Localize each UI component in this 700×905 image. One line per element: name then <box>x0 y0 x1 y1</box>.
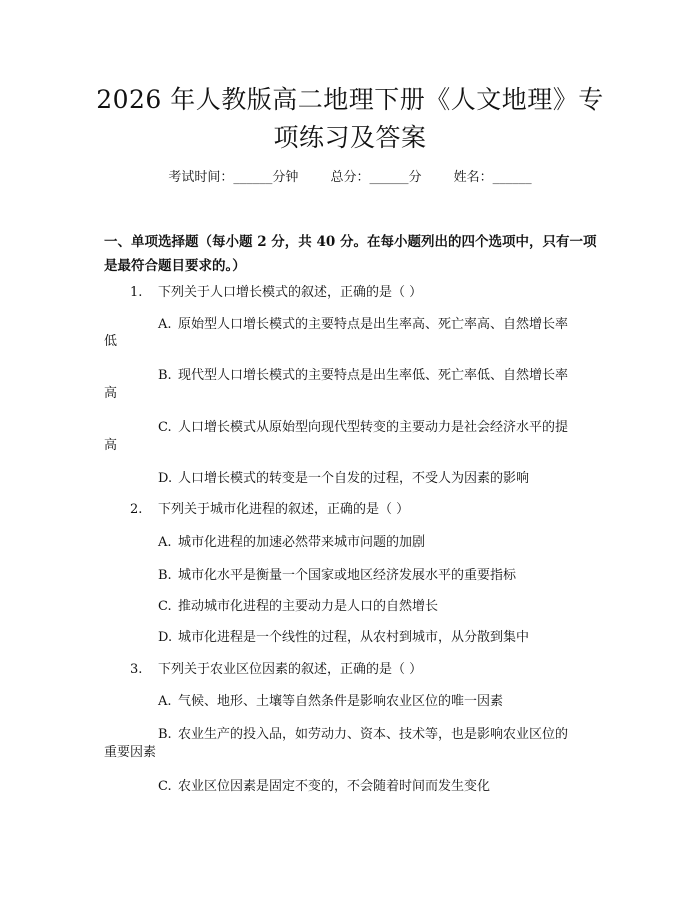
option-letter: A. <box>158 694 172 709</box>
question-text: 下列关于城市化进程的叙述，正确的是（ ） <box>158 502 410 517</box>
question-2-option-c <box>158 597 438 617</box>
question-2-option-b <box>158 566 516 586</box>
question-text: 下列关于农业区位因素的叙述，正确的是（ ） <box>158 662 423 677</box>
question-1-option-d <box>158 469 529 489</box>
option-letter: B. <box>158 727 172 742</box>
exam-score: 总分：______分 <box>330 170 422 185</box>
option-letter: C. <box>158 779 172 794</box>
question-1-option-c-continued: 高 <box>104 438 118 453</box>
question-3-option-a <box>158 692 503 712</box>
question-3-option-b-continued: 重要因素 <box>104 745 157 760</box>
section-heading-line-1: 一、单项选择题（每小题 2 分，共 40 分。在每小题列出的四个选项中，只有一项 <box>104 234 597 250</box>
question-2-option-a <box>158 533 425 553</box>
question-1-option-a <box>158 315 568 335</box>
option-text: 城市化进程是一个线性的过程，从农村到城市，从分散到集中 <box>178 630 530 645</box>
option-letter: B. <box>158 568 172 583</box>
document-title-line-1: 2026 年人教版高二地理下册《人文地理》专 <box>96 85 604 114</box>
option-text: 人口增长模式的转变是一个自发的过程，不受人为因素的影响 <box>178 471 530 486</box>
question-3-option-b <box>158 725 568 745</box>
question-text: 下列关于人口增长模式的叙述，正确的是（ ） <box>158 285 423 300</box>
question-3 <box>130 660 422 680</box>
section-heading <box>104 230 604 278</box>
question-1-option-b <box>158 366 568 386</box>
option-letter: B. <box>158 368 172 383</box>
question-3-option-c <box>158 777 490 797</box>
option-text: 农业生产的投入品，如劳动力、资本、技术等，也是影响农业区位的 <box>178 727 569 742</box>
option-letter: D. <box>158 630 173 645</box>
question-number: 1. <box>130 285 143 300</box>
exam-name: 姓名：______ <box>453 170 532 185</box>
option-text: 现代型人口增长模式的主要特点是出生率低、死亡率低、自然增长率 <box>178 368 569 383</box>
option-text: 农业区位因素是固定不变的，不会随着时间而发生变化 <box>178 779 491 794</box>
exam-info <box>0 168 700 188</box>
option-letter: A. <box>158 535 172 550</box>
question-2-option-d <box>158 628 529 648</box>
question-1-option-b-continued: 高 <box>104 386 118 401</box>
option-letter: C. <box>158 420 172 435</box>
option-text: 气候、地形、土壤等自然条件是影响农业区位的唯一因素 <box>178 694 504 709</box>
question-number: 3. <box>130 662 143 677</box>
option-text: 人口增长模式从原始型向现代型转变的主要动力是社会经济水平的提 <box>178 420 569 435</box>
exam-time: 考试时间：______分钟 <box>168 170 299 185</box>
option-text: 原始型人口增长模式的主要特点是出生率高、死亡率高、自然增长率 <box>178 317 569 332</box>
question-1-option-c <box>158 418 568 438</box>
option-letter: C. <box>158 599 172 614</box>
question-1-option-a-continued: 低 <box>104 334 118 349</box>
document-title-line-2: 项练习及答案 <box>273 123 427 152</box>
question-1 <box>130 283 422 303</box>
question-number: 2. <box>130 502 143 517</box>
option-text: 城市化进程的加速必然带来城市问题的加剧 <box>178 535 426 550</box>
question-2 <box>130 500 409 520</box>
option-text: 城市化水平是衡量一个国家或地区经济发展水平的重要指标 <box>178 568 517 583</box>
section-heading-line-2: 是最符合题目要求的。） <box>104 258 246 274</box>
option-text: 推动城市化进程的主要动力是人口的自然增长 <box>178 599 439 614</box>
option-letter: D. <box>158 471 173 486</box>
option-letter: A. <box>158 317 172 332</box>
